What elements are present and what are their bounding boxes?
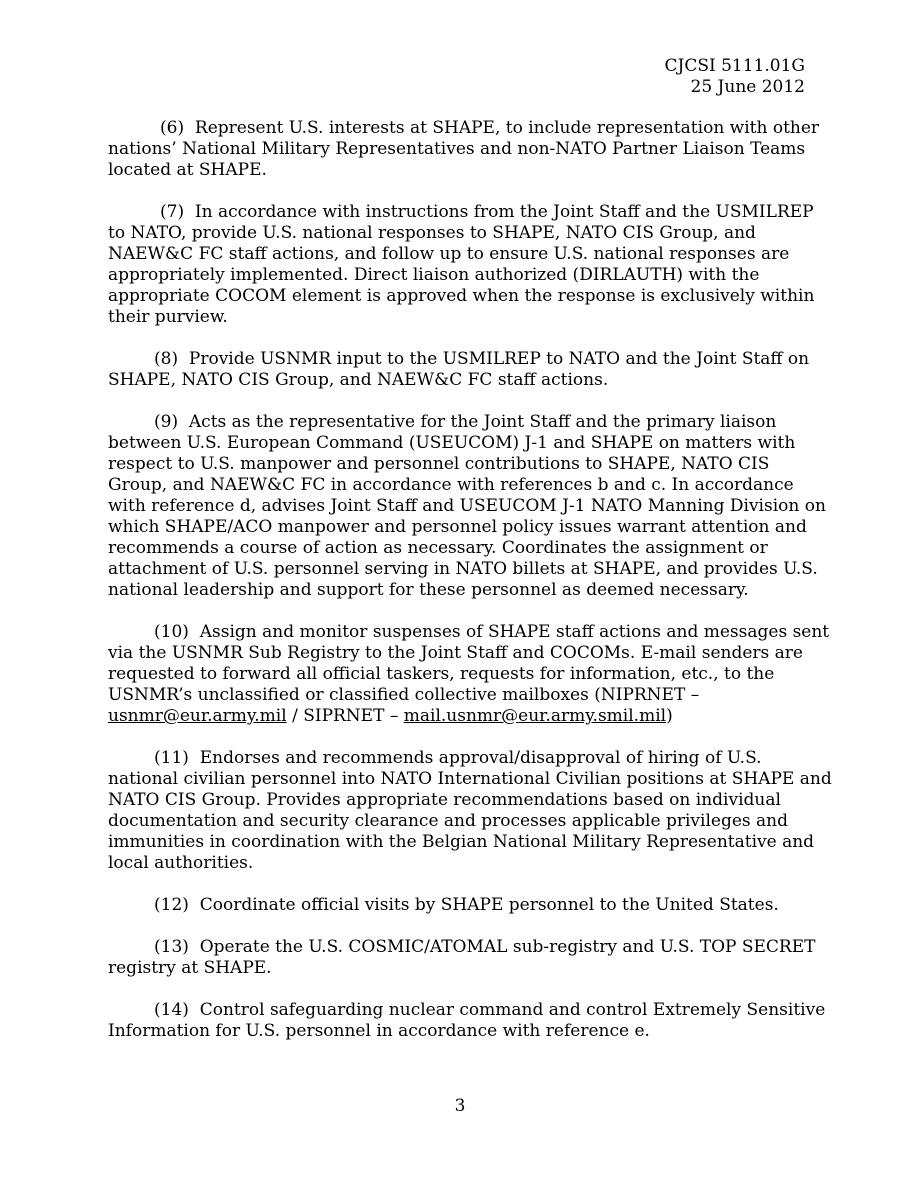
paragraph-11 bbox=[108, 748, 832, 874]
paragraph-text: Acts as the representative for the Joint Staff and the primary liaison between U.S. European Command (USEUCOM) J-1 and SHAPE on matters with respect to U.S. manpower and personnel contributions to SHAPE, NATO CIS Group, and NAEW&C FC in accordance with references b and c. In accordance with reference d, advises Joint Staff and USEUCOM J-1 NATO Manning Division on which SHAPE/ACO manpower and personnel policy issues warrant attention and recommends a course of action as necessary. Coordinates the assignment or attachment of U.S. personnel serving in NATO billets at SHAPE, and provides U.S. national leadership and support for these personnel as deemed necessary. bbox=[108, 412, 826, 600]
email-separator: / SIPRNET – bbox=[286, 706, 404, 726]
paragraph-number: (6) bbox=[160, 118, 185, 138]
paragraph-8 bbox=[108, 349, 832, 391]
paragraph-number: (9) bbox=[154, 412, 179, 432]
paragraph-12 bbox=[108, 895, 832, 916]
paragraph-text: Provide USNMR input to the USMILREP to NATO and the Joint Staff on SHAPE, NATO CIS Group, and NAEW&C FC staff actions. bbox=[108, 349, 810, 390]
paragraph-number: (8) bbox=[154, 349, 179, 369]
paragraph-number: (12) bbox=[154, 895, 189, 915]
paragraph-number: (13) bbox=[154, 937, 189, 957]
paragraph-7 bbox=[108, 202, 832, 328]
paragraph-6 bbox=[108, 118, 832, 181]
paragraph-number: (14) bbox=[154, 1000, 189, 1020]
paragraph-number: (11) bbox=[154, 748, 189, 768]
document-body bbox=[108, 118, 832, 1063]
paragraph-9 bbox=[108, 412, 832, 601]
paragraph-14 bbox=[108, 1000, 832, 1042]
paragraph-text: Endorses and recommends approval/disapproval of hiring of U.S. national civilian personnel into NATO International Civilian positions at SHAPE and NATO CIS Group. Provides appropriate recommendations based on individual documentation and security clearance and processes applicable privileges and immunities in coordination with the Belgian National Military Representative and local authorities. bbox=[108, 748, 832, 873]
paragraph-text: Coordinate official visits by SHAPE personnel to the United States. bbox=[199, 895, 779, 915]
paragraph-number: (7) bbox=[160, 202, 185, 222]
paragraph-text: In accordance with instructions from the Joint Staff and the USMILREP to NATO, provide U.S. national responses to SHAPE, NATO CIS Group, and NAEW&C FC staff actions, and follow up to ensure U.S. national responses are appropriately implemented. Direct liaison authorized (DIRLAUTH) with the appropriate COCOM element is approved when the response is exclusively within their purview. bbox=[108, 202, 815, 327]
closing-paren: ) bbox=[666, 706, 673, 726]
siprnet-email-link[interactable]: mail.usnmr@eur.army.smil.mil bbox=[403, 706, 667, 726]
paragraph-13 bbox=[108, 937, 832, 979]
paragraph-10 bbox=[108, 622, 832, 727]
document-date: 25 June 2012 bbox=[690, 77, 805, 97]
page-number: 3 bbox=[454, 1096, 466, 1116]
paragraph-text: Assign and monitor suspenses of SHAPE staff actions and messages sent via the USNMR Sub Registry to the Joint Staff and COCOMs. E-mail senders are requested to forward all official taskers, requests for information, etc., to the USNMR’s unclassified or classified collective mailboxes (NIPRNET – bbox=[108, 622, 830, 705]
document-header bbox=[665, 56, 805, 98]
paragraph-text: Operate the U.S. COSMIC/ATOMAL sub-registry and U.S. TOP SECRET registry at SHAPE. bbox=[108, 937, 816, 978]
paragraph-number: (10) bbox=[154, 622, 189, 642]
niprnet-email-link[interactable]: usnmr@eur.army.mil bbox=[108, 706, 287, 726]
document-id: CJCSI 5111.01G bbox=[664, 56, 805, 76]
paragraph-text: Control safeguarding nuclear command and control Extremely Sensitive Information for U.S. personnel in accordance with reference e. bbox=[108, 1000, 826, 1041]
paragraph-text: Represent U.S. interests at SHAPE, to include representation with other nations’ National Military Representatives and non-NATO Partner Liaison Teams located at SHAPE. bbox=[108, 118, 820, 180]
